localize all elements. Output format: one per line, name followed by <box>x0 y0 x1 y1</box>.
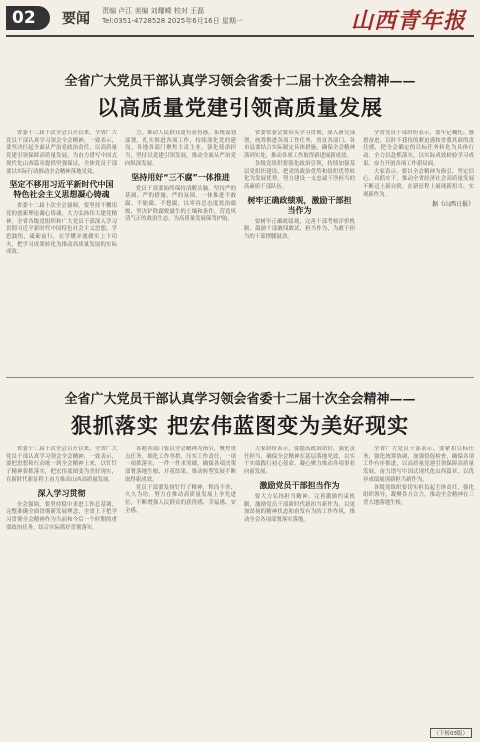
article1-subhead-3: 树牢正确政绩观，激励干部担当作为 <box>247 195 352 215</box>
phone-line: Tel:0351-4728528 2025年6月16日 星期一 <box>102 17 243 25</box>
article1-col: 省委常委会要带头学习贯彻，深入研究部署，统筹推进各项工作任务，省直各部门、各市县要结合实际制定具体措施，确保全会精神落到实处，推动各项工作取得新进展新成效。 各级党组织要强化政治引领，持续加强基层党组织建设，把党的政治优势和组织优势转化为发展优势，努力建设一支忠诚干净担当的高素质干部队伍。 树牢正确政绩观，激励干部担当作为 要树牢正确政绩观，完善干部考核评价机制，鼓励干部敢闯敢试、担当作为，为敢于担当的干部撑腰鼓劲。 <box>244 130 355 241</box>
article2-col: 省委十二届十次全会召开以来，全省广大党员干部认真学习领会全会精神，一致表示，要把思想和行动统一到全会精神上来，以钉钉子精神狠抓落实，把宏伟蓝图变为美好现实，在新时代新征程上奋力推动山西高质量发展。 深入学习贯彻 全会强调，要坚持稳中求进工作总基调，完整准确全面贯彻新发展理念，全省上下把学习贯彻全会精神作为当前和今后一个时期的重要政治任务，结合实际抓好贯彻落实。 <box>6 446 117 531</box>
section-title: 要闻 <box>62 11 90 27</box>
page-number: 02 <box>6 6 50 30</box>
article1-kicker: 全省广大党员干部认真学习领会省委十二届十次全会精神—— <box>64 74 416 89</box>
article2-kicker: 全省广大党员干部认真学习领会省委十二届十次全会精神—— <box>64 392 416 407</box>
editor-line: 责编 卢江 美编 刘耀嵘 校对 王磊 <box>102 7 205 15</box>
article1-byline: 据《山西日报》 <box>431 201 474 209</box>
continue-note: （下转03版） <box>430 728 473 738</box>
editor-info <box>102 6 243 26</box>
article1-col: 全省党员干部纷纷表示，要牢记嘱托、感恩奋进，以时不我待的紧迫感和舍我其谁的责任感，把全会确定的目标任务转化为具体行动，全力以赴抓落实，以实际成效检验学习成果，奋力开创各项工作新局面。 大家表示，要以全会精神为指引，坚定信心、真抓实干，推动全省经济社会高质量发展不断迈上新台阶，在新征程上展现新担当、实现新作为。 据《山西日报》 <box>363 130 474 209</box>
article2-subhead-2: 激励党员干部担当作为 <box>259 480 340 490</box>
article2-col: 各地各部门要以全会精神为指引，聚焦重点任务，细化工作举措，压实工作责任，一项一项抓落实，一件一件求突破，确保各项决策部署落地生根、开花结果，推动转型发展不断取得新成效。 党员干部要发扬钉钉子精神，锲而不舍、久久为功，努力在推动高质量发展上争先进位，不断增强人民群众的获得感、幸福感、安全感。 <box>125 446 236 514</box>
article-divider <box>6 377 474 378</box>
masthead <box>0 0 480 36</box>
article1-subhead-2: 坚持用好“三不腐”一体推进 <box>131 172 230 182</box>
article2-headline: 狠抓落实 把宏伟蓝图变为美好现实 <box>70 414 410 438</box>
article1-col: 力，推动人民群众更有获得感，系统谋划部署，扎实推进各项工作，持续深化党的建设。各地各部门聚焦主责主业，强化使命担当，坚持以党建引领发展，推动全面从严治党向纵深发展。 坚持用好“三不腐”一体推进 党员干部要始终保持清醒头脑，坚持严的基调、严的措施、严的氛围，一体推进不敢腐、不能腐、不想腐，以零容忍态度惩治腐败，坚决铲除腐败滋生的土壤和条件，营造风清气正的政治生态，为高质量发展保驾护航。 <box>125 130 236 223</box>
article1-headline: 以高质量党建引领高质量发展 <box>97 96 383 120</box>
article1-col: 省委十二届十次全会召开以来，全省广大党员干部认真学习领会全会精神，一致表示，要坚决扛起全面从严治党政治责任，以高质量党建引领保障高质量发展，为奋力谱写中国式现代化山西篇章提供坚强保证，全体党员干部要以实际行动推动全会精神落地见效。 坚定不移用习近平新时代中国特色社会主义思想凝心铸魂 省委十二届十次全会强调，要坚持不懈用党的创新理论凝心铸魂，大力弘扬伟大建党精神，全省各级党组织和广大党员干部深入学习贯彻习近平新时代中国特色社会主义思想，学思践悟，砥砺前行，在学懂弄通做实上下功夫，把学习成果转化为推动高质量发展的实际成效。 <box>6 130 117 256</box>
article2-col: 全省广大党员干部表示，要紧扣目标任务，强化统筹协调，加强督促检查，确保各项工作有序推进，以高质量党建引领保障高质量发展，奋力谱写中国式现代化山西篇章，以优异成绩展现新担当新作为。 各级党组织要切实担负起主体责任，强化组织领导，凝聚各方合力，推动全会精神在三晋大地落地生根。 <box>363 446 474 506</box>
newspaper-logo: 山西青年报 <box>350 8 466 34</box>
article1-body <box>6 130 474 372</box>
header-rule <box>6 35 474 37</box>
article2-col: 大家纷纷表示，要提高政治站位，强化责任担当，确保全会精神在基层落地见效，以实干实绩践行初心使命，凝心聚力推动各项事业向前发展。 激励党员干部担当作为 要大力弘扬担当精神，完善激励约束机制，激励党员干部新时代新担当新作为，以更加昂扬的精神状态和奋发有为的工作作风，推动全会各项部署落实落地。 <box>244 446 355 523</box>
article1-subhead-1: 坚定不移用习近平新时代中国特色社会主义思想凝心铸魂 <box>9 180 114 200</box>
article2-body <box>6 446 474 726</box>
article2-subhead-1: 深入学习贯彻 <box>37 488 86 498</box>
